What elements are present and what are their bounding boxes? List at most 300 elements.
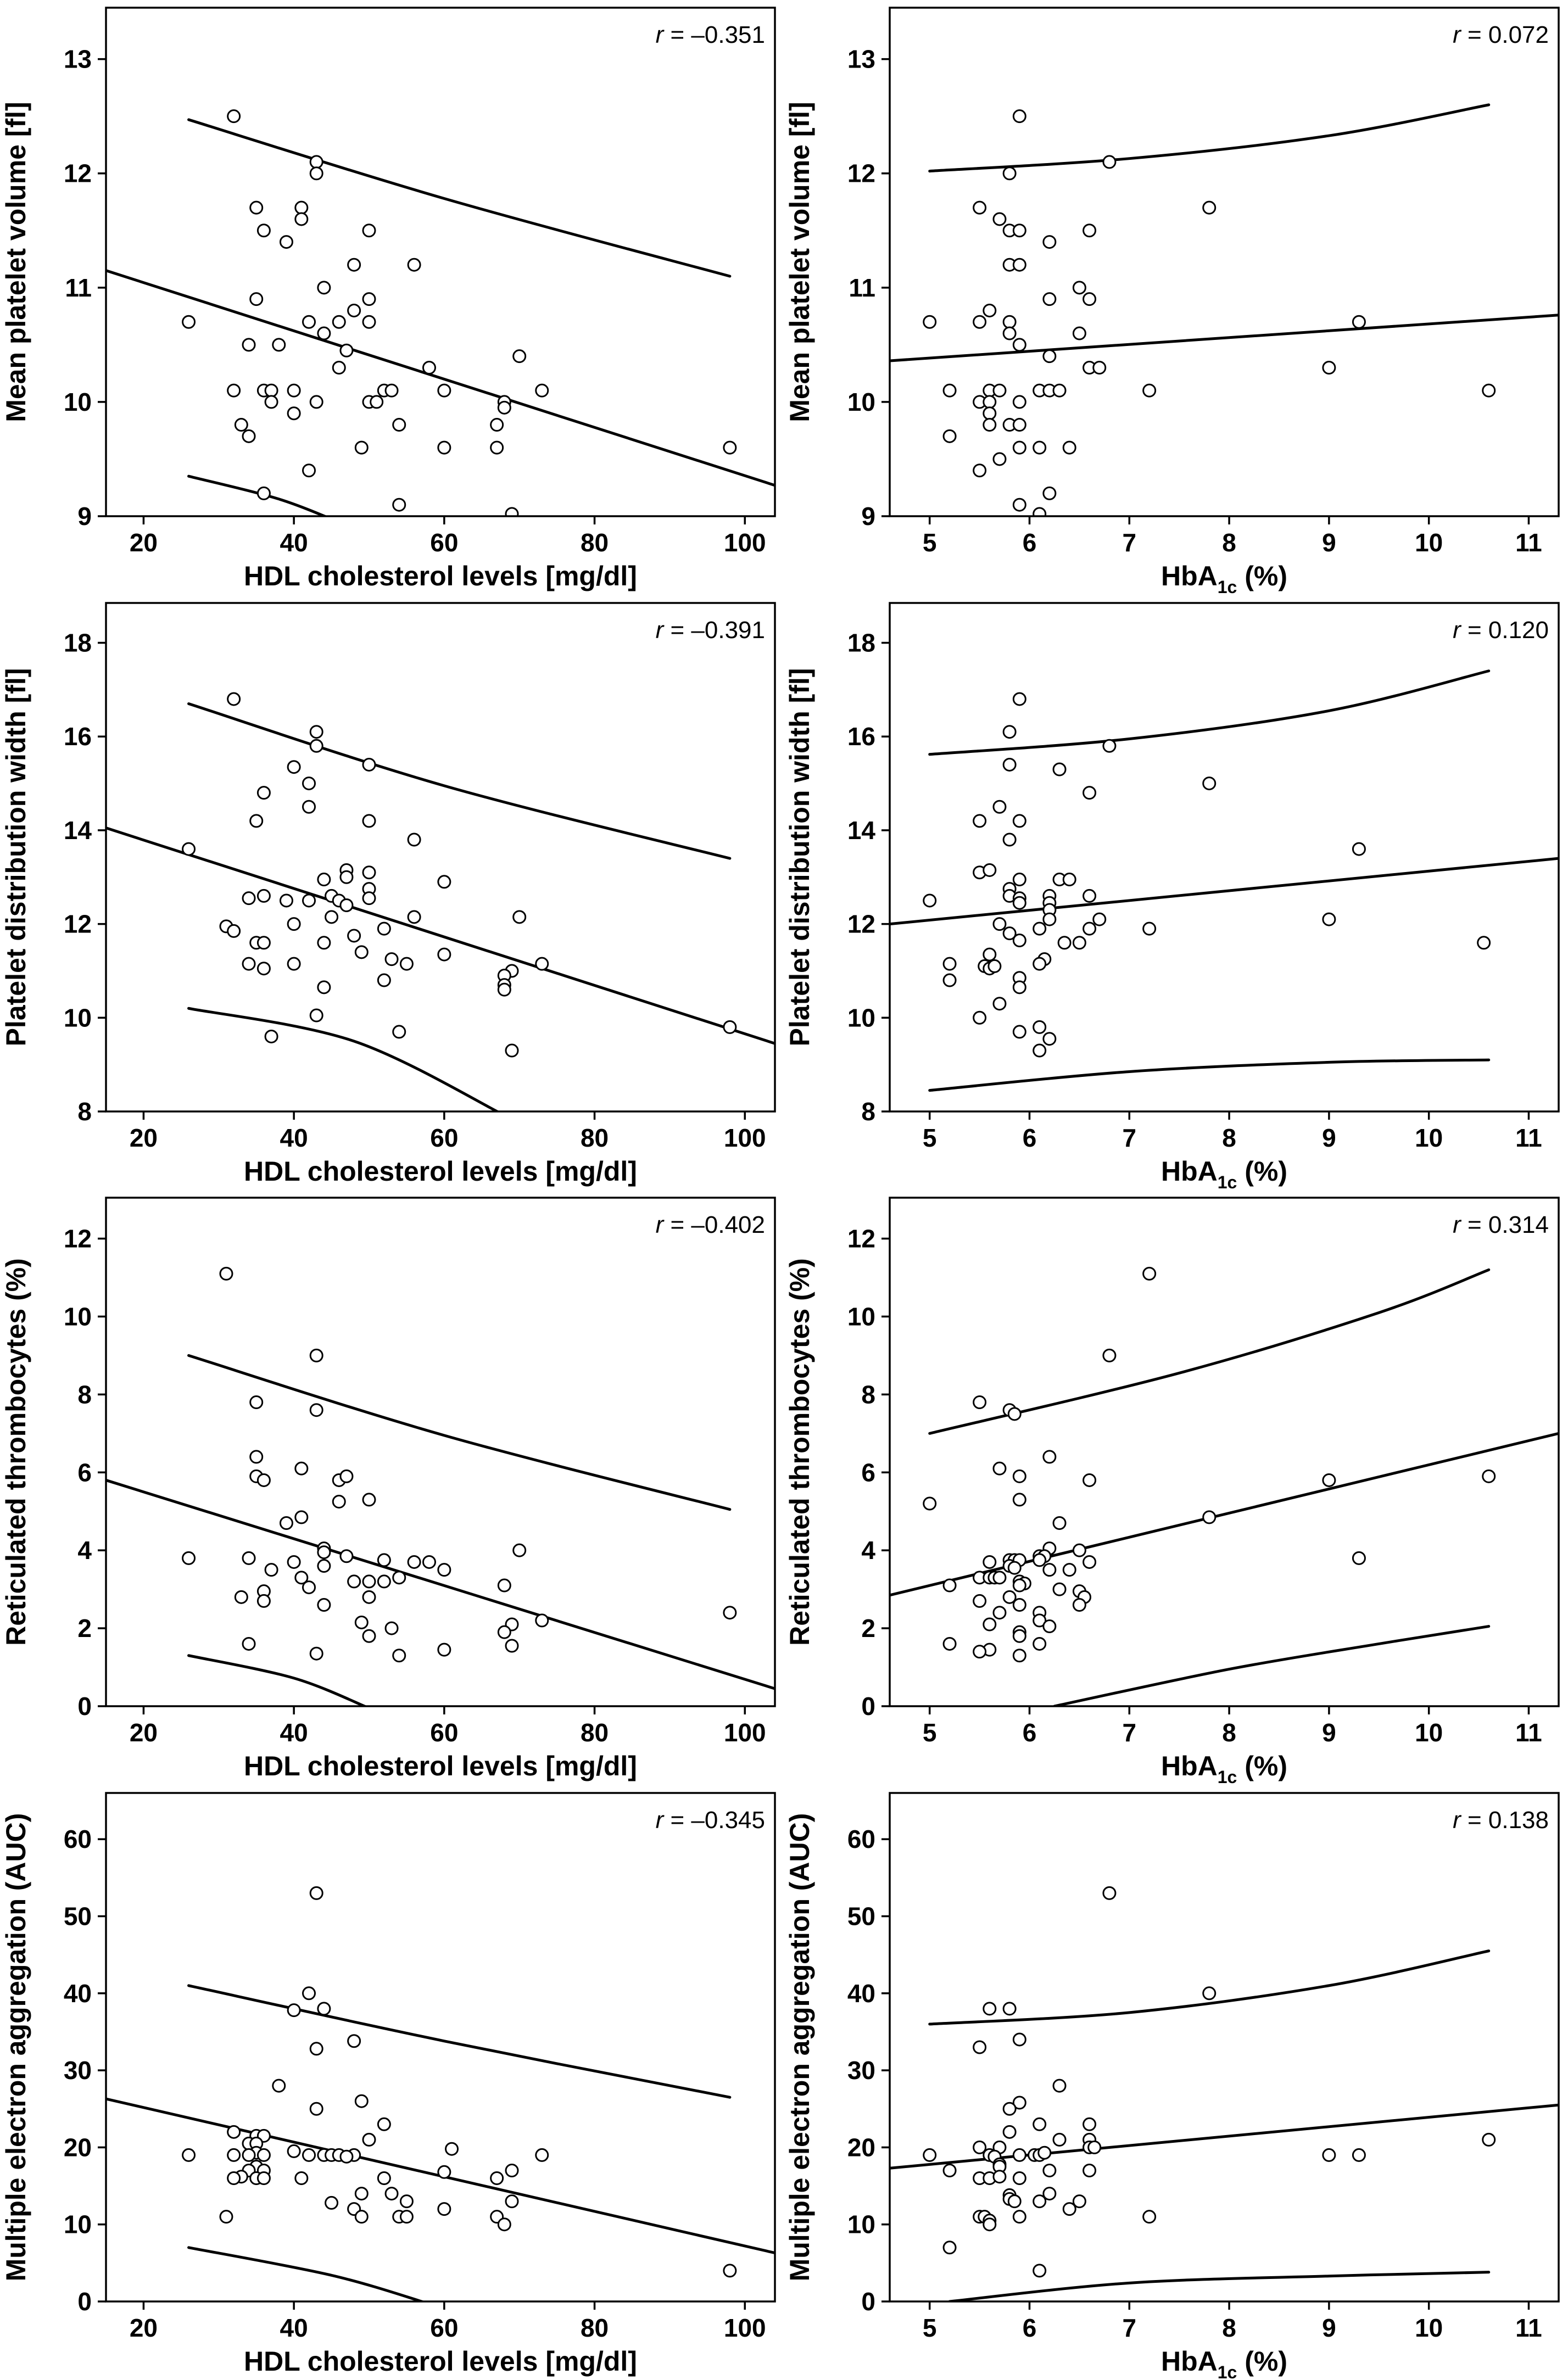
data-point	[310, 2042, 322, 2054]
data-point	[408, 259, 420, 271]
y-axis-label: Mean platelet volume [fl]	[1, 102, 31, 422]
data-point	[393, 1025, 405, 1037]
data-point	[1084, 1474, 1096, 1486]
data-point	[363, 225, 375, 237]
data-point	[1044, 1451, 1056, 1463]
data-point	[1044, 487, 1056, 499]
x-tick-label: 80	[580, 1718, 609, 1747]
data-point	[974, 1595, 986, 1607]
data-point	[393, 419, 405, 431]
data-point	[243, 1638, 255, 1650]
data-point	[1073, 1544, 1085, 1556]
pdw-vs-hba1c-chart	[784, 595, 1567, 1190]
x-axis-label: HDL cholesterol levels [mg/dl]	[244, 561, 637, 591]
data-point	[1003, 316, 1015, 328]
data-point	[1044, 350, 1056, 362]
data-point	[498, 401, 510, 414]
data-point	[250, 293, 263, 305]
data-point	[303, 316, 315, 328]
data-point	[1323, 1474, 1335, 1486]
data-point	[295, 202, 308, 214]
data-point	[1013, 339, 1025, 351]
data-point	[1203, 202, 1215, 214]
data-point	[438, 948, 450, 960]
data-point	[310, 740, 322, 752]
data-point	[1034, 508, 1046, 520]
data-point	[1143, 1267, 1156, 1280]
x-tick-label: 60	[430, 1123, 459, 1152]
data-point	[1323, 2149, 1335, 2161]
y-tick-label: 30	[847, 2055, 875, 2085]
rt-vs-hba1c-chart	[784, 1190, 1567, 1785]
mea-vs-hdl-chart	[0, 1785, 784, 2380]
data-point	[1053, 1517, 1065, 1529]
data-point	[408, 833, 420, 845]
data-point	[984, 864, 996, 876]
y-tick-label: 10	[847, 2210, 875, 2239]
data-point	[363, 1494, 375, 1506]
data-point	[1034, 923, 1046, 935]
data-point	[1063, 2203, 1075, 2215]
x-axis-label: HbA$_{1c}$ (%)	[1160, 1155, 1288, 1190]
data-point	[378, 2172, 390, 2184]
data-point	[228, 2126, 240, 2138]
y-tick-label: 14	[63, 815, 92, 845]
y-tick-label: 16	[63, 722, 92, 751]
lower-confidence-band	[1054, 1627, 1489, 1706]
y-tick-label: 2	[77, 1614, 92, 1643]
data-point	[258, 890, 270, 902]
plot-cell-pdw-hba1c	[784, 595, 1568, 1191]
y-axis-label: Platelet distribution width [fl]	[1, 668, 31, 1046]
correlation-label: r = –0.391	[655, 616, 765, 644]
x-tick-label: 6	[1022, 1718, 1037, 1747]
data-point	[408, 910, 420, 923]
y-tick-label: 6	[77, 1458, 92, 1487]
x-tick-label: 80	[580, 528, 609, 557]
data-point	[303, 465, 315, 477]
x-tick-label: 9	[1322, 528, 1336, 557]
data-point	[250, 814, 263, 826]
data-point	[994, 213, 1006, 225]
data-point	[944, 430, 956, 442]
lower-confidence-band	[189, 1656, 369, 1708]
data-point	[1053, 384, 1065, 396]
data-point	[1034, 2118, 1046, 2130]
data-point	[1013, 419, 1025, 431]
data-point	[514, 910, 526, 923]
data-point	[1478, 936, 1490, 948]
data-point	[974, 202, 986, 214]
y-tick-label: 10	[63, 1003, 92, 1032]
data-point	[288, 407, 300, 420]
plot-cell-mea-hba1c	[784, 1785, 1568, 2380]
data-point	[1084, 2164, 1096, 2176]
data-point	[371, 396, 383, 408]
data-point	[386, 953, 398, 965]
data-point	[258, 487, 270, 499]
x-tick-label: 100	[723, 1123, 766, 1152]
data-point	[924, 2149, 936, 2161]
data-point	[438, 442, 450, 454]
x-tick-label: 5	[922, 528, 937, 557]
y-tick-label: 8	[77, 1380, 92, 1409]
data-point	[989, 960, 1001, 972]
data-point	[228, 110, 240, 122]
data-point	[498, 984, 510, 996]
y-tick-label: 12	[63, 1224, 92, 1253]
data-point	[1063, 1564, 1075, 1576]
plot-area	[890, 1887, 1559, 2301]
upper-confidence-band	[189, 1985, 730, 2097]
rt-vs-hdl-chart	[0, 1190, 784, 1785]
x-tick-label: 40	[280, 1718, 308, 1747]
data-point	[1044, 913, 1056, 925]
data-point	[491, 2172, 503, 2184]
y-tick-label: 60	[63, 1824, 92, 1853]
x-tick-label: 9	[1322, 1718, 1336, 1747]
data-point	[1353, 843, 1365, 855]
data-point	[295, 1462, 308, 1474]
data-point	[1103, 740, 1115, 752]
data-point	[265, 396, 277, 408]
data-point	[318, 282, 330, 294]
data-point	[243, 2149, 255, 2161]
x-tick-label: 11	[1515, 1718, 1542, 1747]
data-point	[1084, 786, 1096, 798]
data-point	[1003, 725, 1015, 738]
x-tick-label: 8	[1222, 1123, 1236, 1152]
correlation-label: r = 0.138	[1453, 1806, 1549, 1834]
plot-cell-rt-hdl	[0, 1190, 784, 1785]
correlation-label: r = 0.314	[1453, 1211, 1549, 1238]
data-point	[235, 419, 247, 431]
data-point	[1008, 1562, 1020, 1574]
lower-confidence-band	[950, 2272, 1489, 2301]
lower-confidence-band	[189, 476, 347, 525]
data-point	[1353, 1552, 1365, 1564]
data-point	[1063, 873, 1075, 885]
data-point	[310, 156, 322, 168]
data-point	[355, 442, 367, 454]
data-point	[393, 1572, 405, 1584]
data-point	[994, 2170, 1006, 2182]
x-tick-label: 6	[1022, 528, 1037, 557]
data-point	[1013, 1599, 1025, 1611]
data-point	[318, 1599, 330, 1611]
y-tick-label: 10	[63, 387, 92, 416]
data-point	[258, 1595, 270, 1607]
data-point	[1013, 2149, 1025, 2161]
x-tick-label: 11	[1515, 1123, 1542, 1152]
data-point	[1084, 225, 1096, 237]
data-point	[506, 508, 518, 520]
data-point	[498, 1579, 510, 1591]
x-tick-label: 60	[430, 528, 459, 557]
data-point	[258, 2172, 270, 2184]
data-point	[273, 2080, 285, 2092]
data-point	[295, 2172, 308, 2184]
x-axis-label: HbA$_{1c}$ (%)	[1160, 561, 1288, 595]
y-tick-label: 12	[63, 159, 92, 188]
data-point	[1058, 936, 1070, 948]
y-tick-label: 30	[63, 2055, 92, 2085]
data-point	[498, 1626, 510, 1638]
y-tick-label: 4	[77, 1536, 92, 1565]
data-point	[984, 1618, 996, 1630]
x-tick-label: 80	[580, 1123, 609, 1152]
data-point	[1053, 763, 1065, 775]
data-point	[1103, 1887, 1115, 1899]
data-point	[1039, 2147, 1051, 2159]
data-point	[536, 2149, 548, 2161]
upper-confidence-band	[189, 703, 730, 858]
data-point	[341, 871, 353, 883]
data-point	[341, 1470, 353, 1482]
data-point	[378, 1554, 390, 1566]
data-point	[386, 2187, 398, 2199]
correlation-label: r = 0.120	[1453, 616, 1549, 644]
y-tick-label: 9	[77, 502, 92, 530]
data-point	[1013, 692, 1025, 705]
data-point	[1483, 384, 1495, 396]
data-point	[514, 1544, 526, 1556]
data-point	[183, 316, 195, 328]
data-point	[310, 1404, 322, 1416]
data-point	[1103, 156, 1115, 168]
y-tick-label: 0	[861, 2287, 875, 2316]
correlation-label: r = –0.351	[655, 21, 765, 48]
plot-cell-pdw-hdl	[0, 595, 784, 1191]
y-tick-label: 10	[63, 2210, 92, 2239]
data-point	[318, 327, 330, 339]
data-point	[1013, 1650, 1025, 1662]
data-point	[984, 304, 996, 316]
data-point	[724, 2264, 736, 2276]
data-point	[974, 814, 986, 826]
x-tick-label: 5	[922, 2313, 937, 2342]
plot-cell-mpv-hba1c	[784, 0, 1568, 595]
lower-confidence-band	[930, 1060, 1489, 1090]
data-point	[363, 293, 375, 305]
data-point	[1013, 2033, 1025, 2045]
x-tick-label: 10	[1415, 1718, 1443, 1747]
y-tick-label: 8	[861, 1380, 875, 1409]
data-point	[288, 1556, 300, 1568]
data-point	[310, 2103, 322, 2115]
upper-confidence-band	[930, 671, 1489, 754]
data-point	[1034, 2264, 1046, 2276]
data-point	[1353, 2149, 1365, 2161]
data-point	[363, 892, 375, 904]
y-axis-label: Multiple electron aggregation (AUC)	[784, 1813, 815, 2281]
data-point	[1013, 897, 1025, 909]
data-point	[288, 958, 300, 970]
x-tick-label: 100	[723, 2313, 766, 2342]
plot-area	[106, 692, 775, 1115]
data-point	[318, 1560, 330, 1572]
data-point	[288, 918, 300, 930]
data-point	[1073, 327, 1085, 339]
data-point	[994, 453, 1006, 465]
data-point	[1013, 1579, 1025, 1591]
data-point	[310, 167, 322, 180]
x-tick-label: 60	[430, 2313, 459, 2342]
y-tick-label: 8	[77, 1097, 92, 1126]
data-point	[1013, 499, 1025, 511]
data-point	[303, 777, 315, 789]
plot-frame	[106, 1198, 775, 1706]
data-point	[220, 2210, 232, 2222]
plot-area	[106, 1887, 775, 2304]
data-point	[974, 1012, 986, 1024]
data-point	[994, 384, 1006, 396]
data-point	[258, 225, 270, 237]
y-tick-label: 12	[63, 909, 92, 938]
data-point	[944, 1638, 956, 1650]
data-point	[438, 1564, 450, 1576]
y-tick-label: 0	[77, 2287, 92, 2316]
data-point	[363, 814, 375, 826]
x-tick-label: 5	[922, 1123, 937, 1152]
data-point	[318, 873, 330, 885]
data-point	[243, 958, 255, 970]
data-point	[506, 2195, 518, 2207]
data-point	[423, 1556, 435, 1568]
data-point	[250, 1451, 263, 1463]
data-point	[341, 344, 353, 356]
data-point	[243, 892, 255, 904]
data-point	[378, 2118, 390, 2130]
x-tick-label: 60	[430, 1718, 459, 1747]
data-point	[1044, 2164, 1056, 2176]
x-tick-label: 100	[723, 528, 766, 557]
data-point	[355, 946, 367, 958]
data-point	[1013, 2210, 1025, 2222]
data-point	[303, 1582, 315, 1594]
data-point	[974, 2041, 986, 2053]
data-point	[363, 866, 375, 878]
data-point	[341, 899, 353, 911]
data-point	[1053, 2080, 1065, 2092]
data-point	[363, 1591, 375, 1603]
y-tick-label: 9	[861, 502, 875, 530]
data-point	[1073, 282, 1085, 294]
data-point	[228, 692, 240, 705]
data-point	[243, 430, 255, 442]
y-tick-label: 0	[77, 1692, 92, 1720]
y-tick-label: 11	[849, 273, 875, 302]
x-tick-label: 20	[129, 1718, 158, 1747]
data-point	[1034, 1554, 1046, 1566]
y-axis-label: Platelet distribution width [fl]	[784, 668, 815, 1046]
data-point	[363, 1630, 375, 1642]
x-axis-label: HbA$_{1c}$ (%)	[1160, 1751, 1288, 1785]
y-tick-label: 4	[861, 1536, 875, 1565]
y-axis-label: Reticulated thrombocytes (%)	[1, 1258, 31, 1646]
data-point	[258, 936, 270, 948]
plot-frame	[106, 603, 775, 1111]
correlation-label: r = 0.072	[1453, 21, 1549, 48]
data-point	[1203, 1511, 1215, 1523]
data-point	[303, 1987, 315, 1999]
data-point	[326, 2197, 338, 2209]
x-tick-label: 10	[1415, 2313, 1443, 2342]
pdw-vs-hdl-chart	[0, 595, 784, 1190]
x-tick-label: 40	[280, 528, 308, 557]
data-point	[1093, 361, 1106, 373]
correlation-label: r = –0.345	[655, 1806, 765, 1834]
data-point	[724, 1021, 736, 1033]
data-point	[1044, 293, 1056, 305]
x-tick-label: 9	[1322, 2313, 1336, 2342]
y-tick-label: 20	[63, 2132, 92, 2161]
data-point	[984, 2002, 996, 2014]
data-point	[944, 1579, 956, 1591]
data-point	[984, 2218, 996, 2230]
x-axis-label: HbA$_{1c}$ (%)	[1160, 2345, 1288, 2380]
plot-area	[890, 671, 1559, 1090]
data-point	[295, 1511, 308, 1523]
plot-area	[890, 1267, 1559, 1706]
y-axis-label: Mean platelet volume [fl]	[784, 102, 815, 422]
data-point	[393, 499, 405, 511]
x-tick-label: 7	[1122, 1123, 1137, 1152]
data-point	[318, 2002, 330, 2014]
data-point	[974, 316, 986, 328]
data-point	[310, 1887, 322, 1899]
data-point	[250, 202, 263, 214]
x-tick-label: 11	[1515, 528, 1542, 557]
x-tick-label: 20	[129, 1123, 158, 1152]
y-tick-label: 10	[847, 1003, 875, 1032]
data-point	[288, 2145, 300, 2157]
data-point	[1003, 2126, 1015, 2138]
data-point	[1323, 361, 1335, 373]
data-point	[363, 2133, 375, 2146]
x-tick-label: 40	[280, 2313, 308, 2342]
data-point	[438, 2203, 450, 2215]
data-point	[333, 361, 345, 373]
y-tick-label: 16	[847, 722, 875, 751]
data-point	[1013, 981, 1025, 993]
y-tick-label: 10	[847, 1302, 875, 1331]
x-tick-label: 8	[1222, 2313, 1236, 2342]
x-tick-label: 6	[1022, 2313, 1037, 2342]
data-point	[536, 958, 548, 970]
data-point	[386, 384, 398, 396]
data-point	[1044, 1032, 1056, 1044]
data-point	[341, 2150, 353, 2163]
data-point	[183, 1552, 195, 1564]
data-point	[1063, 442, 1075, 454]
data-point	[355, 2095, 367, 2107]
x-tick-label: 10	[1415, 1123, 1443, 1152]
data-point	[355, 1616, 367, 1628]
data-point	[1003, 833, 1015, 845]
data-point	[378, 1576, 390, 1588]
y-tick-label: 40	[847, 1979, 875, 2008]
data-point	[280, 1517, 292, 1529]
y-tick-label: 6	[861, 1458, 875, 1487]
data-point	[265, 384, 277, 396]
x-tick-label: 7	[1122, 2313, 1137, 2342]
data-point	[393, 1650, 405, 1662]
data-point	[1044, 236, 1056, 248]
x-tick-label: 20	[129, 2313, 158, 2342]
regression-line	[106, 1480, 775, 1689]
data-point	[1053, 1583, 1065, 1595]
